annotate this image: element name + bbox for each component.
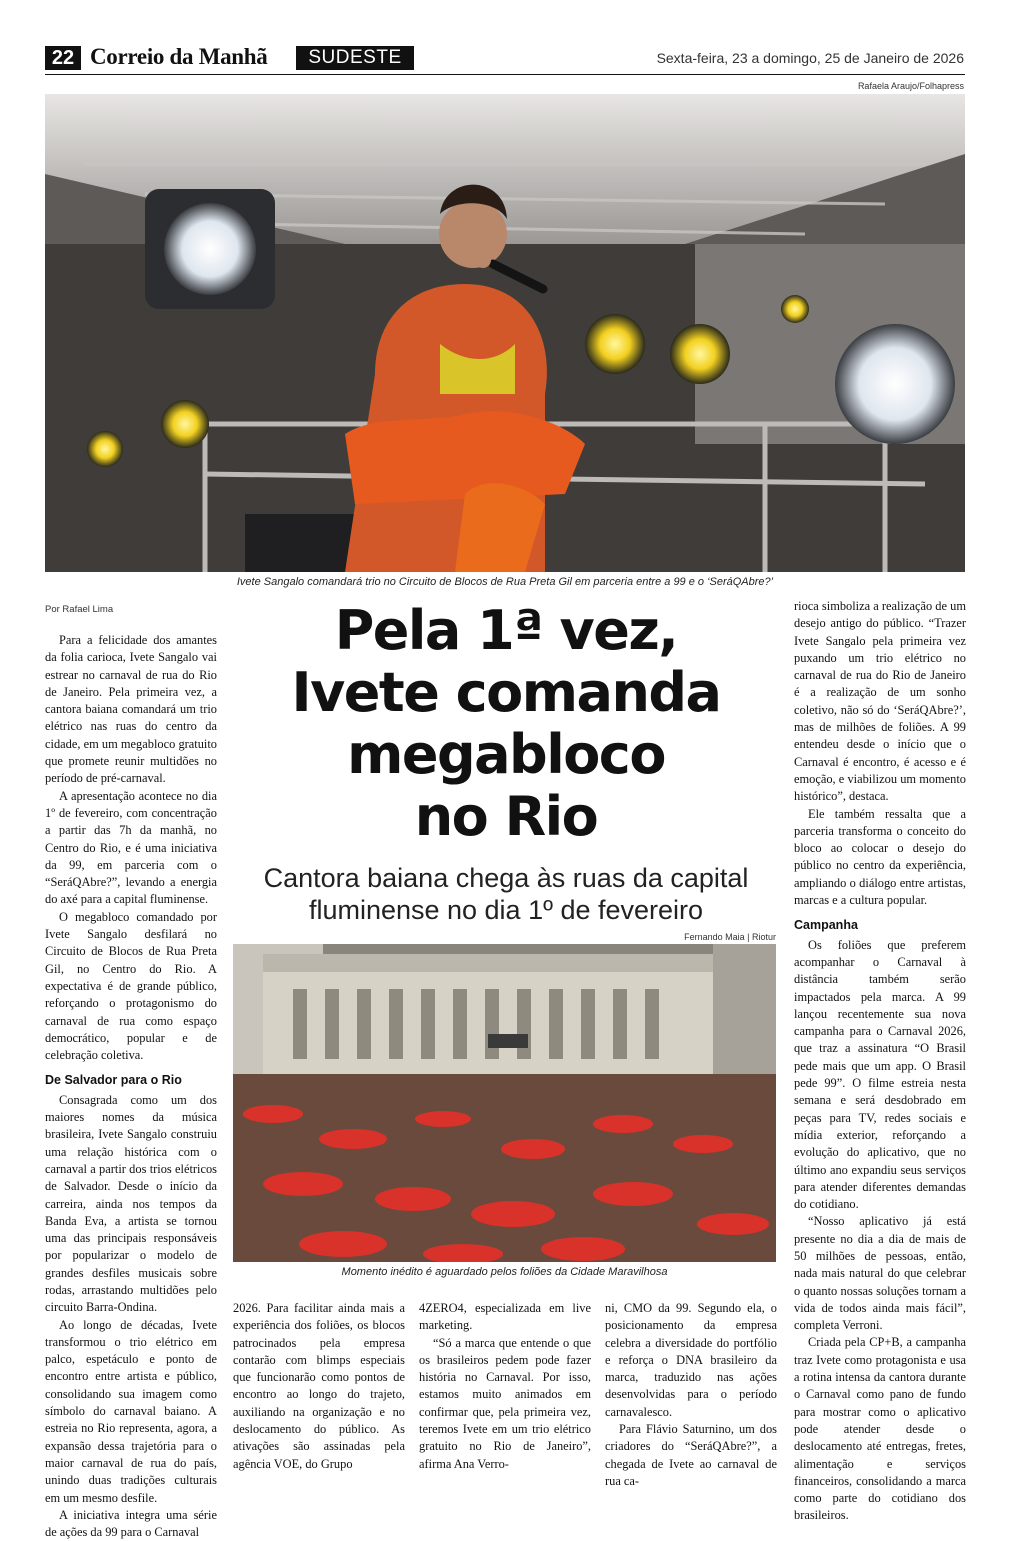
paragraph: 2026. Para facilitar ainda mais a experiência dos foliões, os blocos patrocinados pela empresa contarão com blimps especiais que funcionarão como pontos de encontro ao longo do trajeto, auxiliando na organização e no deslocamento do público. As ativações são assinadas pela agência VOE, do Grupo [233,1301,405,1471]
paragraph: ni, CMO da 99. Segundo ela, o posicionamento da empresa celebra a diversidade do portfólio e reforça o DNA brasileiro da marca, traduzido nas ações desenvolvidas para o período carnavalesco. [605,1301,777,1419]
paragraph: rioca simboliza a realização de um desejo antigo do público. “Trazer Ivete Sangalo pela primeira vez puxando um trio elétrico no carnaval de rua do Rio de Janeiro é a realização de um sonho coletivo, não só do ‘SeráQAbre?’, mas de milhões de foliões. A 99 entendeu desde o início que o Carnaval é encontro, é acesso e é emoção, e viabilizou um momento histórico”, destaca. [794,599,966,804]
photo-crowd [233,944,776,1262]
byline: Por Rafael Lima [45,604,114,615]
paragraph: Ele também ressalta que a parceria transforma o conceito do bloco ao colocar o desejo do público no centro da experiência, ampliando o diálogo entre artistas, marcas e a cultura popular. [794,806,966,908]
paragraph: “Nosso aplicativo já está presente no dia a dia de mais de 50 milhões de pessoas, então, nada mais natural do que celebrar o quanto nossas soluções tornam a vida de todos ainda mais fácil”, completa Verroni. [794,1214,966,1333]
article-column-3 [419,1300,591,1473]
photo-top-credit: Rafaela Araujo/Folhapress [857,81,964,91]
paragraph: Os foliões que preferem acompanhar o Carnaval à distância também serão impactados pela marca. A 99 lançou recentemente sua nova campanha para o Carnaval 2026, que traz a assinatura “O Brasil pede mais que um app. O Brasil pede 99”. O filme estreia nesta semana e será desdobrado em peças para TV, redes sociais e mídia exterior, reforçando a evolução do aplicativo, que no último ano expandiu seus serviços para atender diferentes demandas do cotidiano. [794,937,966,1212]
article-column-1 [45,632,217,1541]
section-label: SUDESTE [296,46,414,70]
paragraph: A iniciativa integra uma série de ações da 99 para o Carnaval [45,1507,217,1540]
headline [236,600,776,848]
paragraph: Ao longo de décadas, Ivete transformou o trio elétrico em palco, espetáculo e ponto de encontro entre artista e público, consolidando sua imagem como símbolo do carnaval baiano. A estreia no Rio representa, agora, a expansão dessa trajetória para o maior carnaval de rua do país, unindo duas tradições culturais em um mesmo desfile. [45,1317,217,1505]
headline-line-2: Ivete comanda [291,661,721,724]
subtitle-campanha: Campanha [794,918,858,933]
article-column-2 [233,1300,405,1473]
paragraph: “Só a marca que entende o que os brasileiros pedem pode fazer história no Carnaval. Por isso, estamos muito animados em confirmar que, pela primeira vez, teremos Ivete em um trio elétrico gratuito no Rio de Janeiro”, afirma Ana Verro- [419,1335,591,1471]
paragraph: Consagrada como um dos maiores nomes da música brasileira, Ivete Sangalo construiu uma relação histórica com o carnaval a partir dos trios elétricos de Salvador. Desde o início da carreira, ainda nos tempos da Banda Eva, a artista se tornou uma das principais responsáveis por popularizar o modelo de grandes desfiles musicais sobre rodas, arrastando multidões pelo circuito Barra-Ondina. [45,1092,217,1315]
article-column-5 [794,598,966,1525]
subheadline: Cantora baiana chega às ruas da capital fluminense no dia 1º de fevereiro [263,863,749,925]
page-number: 22 [45,46,81,70]
headline-line-4: no Rio [414,785,598,848]
header-rule [45,74,965,75]
photo-crowd-illustration [233,944,776,1262]
paragraph: A apresentação acontece no dia 1º de fevereiro, com concentração a partir das 7h da manhã, no Centro do Rio, e é uma iniciativa da 99, em parceria com o “SeráQAbre?”, levando a energia do axé para a capital fluminense. [45,788,217,907]
article-column-4 [605,1300,777,1490]
photo-bottom-caption: Momento inédito é aguardado pelos foliões da Cidade Maravilhosa [341,1266,668,1278]
paragraph: Criada pela CP+B, a campanha traz Ivete como protagonista e usa a rotina intensa da cantora durante o Carnaval como pano de fundo para mostrar como o aplicativo pode atender desde o deslocamento até entregas, fretes, alimentação e serviços financeiros, consolidando a marca como parte do cotidiano dos brasileiros. [794,1335,966,1523]
headline-line-1: Pela 1ª vez, [334,599,678,662]
photo-bottom-credit: Fernando Maia | Riotur [684,932,776,942]
subtitle-de-salvador: De Salvador para o Rio [45,1073,182,1088]
masthead: Correio da Manhã [90,44,268,69]
dateline: Sexta-feira, 23 a domingo, 25 de Janeiro de 2026 [656,50,964,66]
photo-singer-on-trio [45,94,965,572]
paragraph: Para Flávio Saturnino, um dos criadores do “SeráQAbre?”, a chegada de Ivete ao carnaval de rua ca- [605,1422,777,1488]
paragraph: Para a felicidade dos amantes da folia carioca, Ivete Sangalo vai estrear no carnaval de rua do Rio de Janeiro. Pela primeira vez, a cantora baiana comandará um trio elétrico nas ruas do centro da cidade, em um megabloco gratuito que promete reunir multidões no período de pré-carnaval. [45,633,217,786]
paragraph: 4ZERO4, especializada em live marketing. [419,1301,591,1333]
photo-singer-illustration [45,94,965,572]
headline-line-3: megabloco [347,723,665,786]
paragraph: O megabloco comandado por Ivete Sangalo desfilará no Circuito de Blocos de Rua Preta Gil, no Centro do Rio. A expectativa é de grande público, reforçando o protagonismo do carnaval de rua como espaço democrático, popular e de celebração coletiva. [45,909,217,1063]
photo-top-caption: Ivete Sangalo comandará trio no Circuito de Blocos de Rua Preta Gil em parceria entre a 99 e o ‘SeráQAbre?’ [236,576,774,588]
